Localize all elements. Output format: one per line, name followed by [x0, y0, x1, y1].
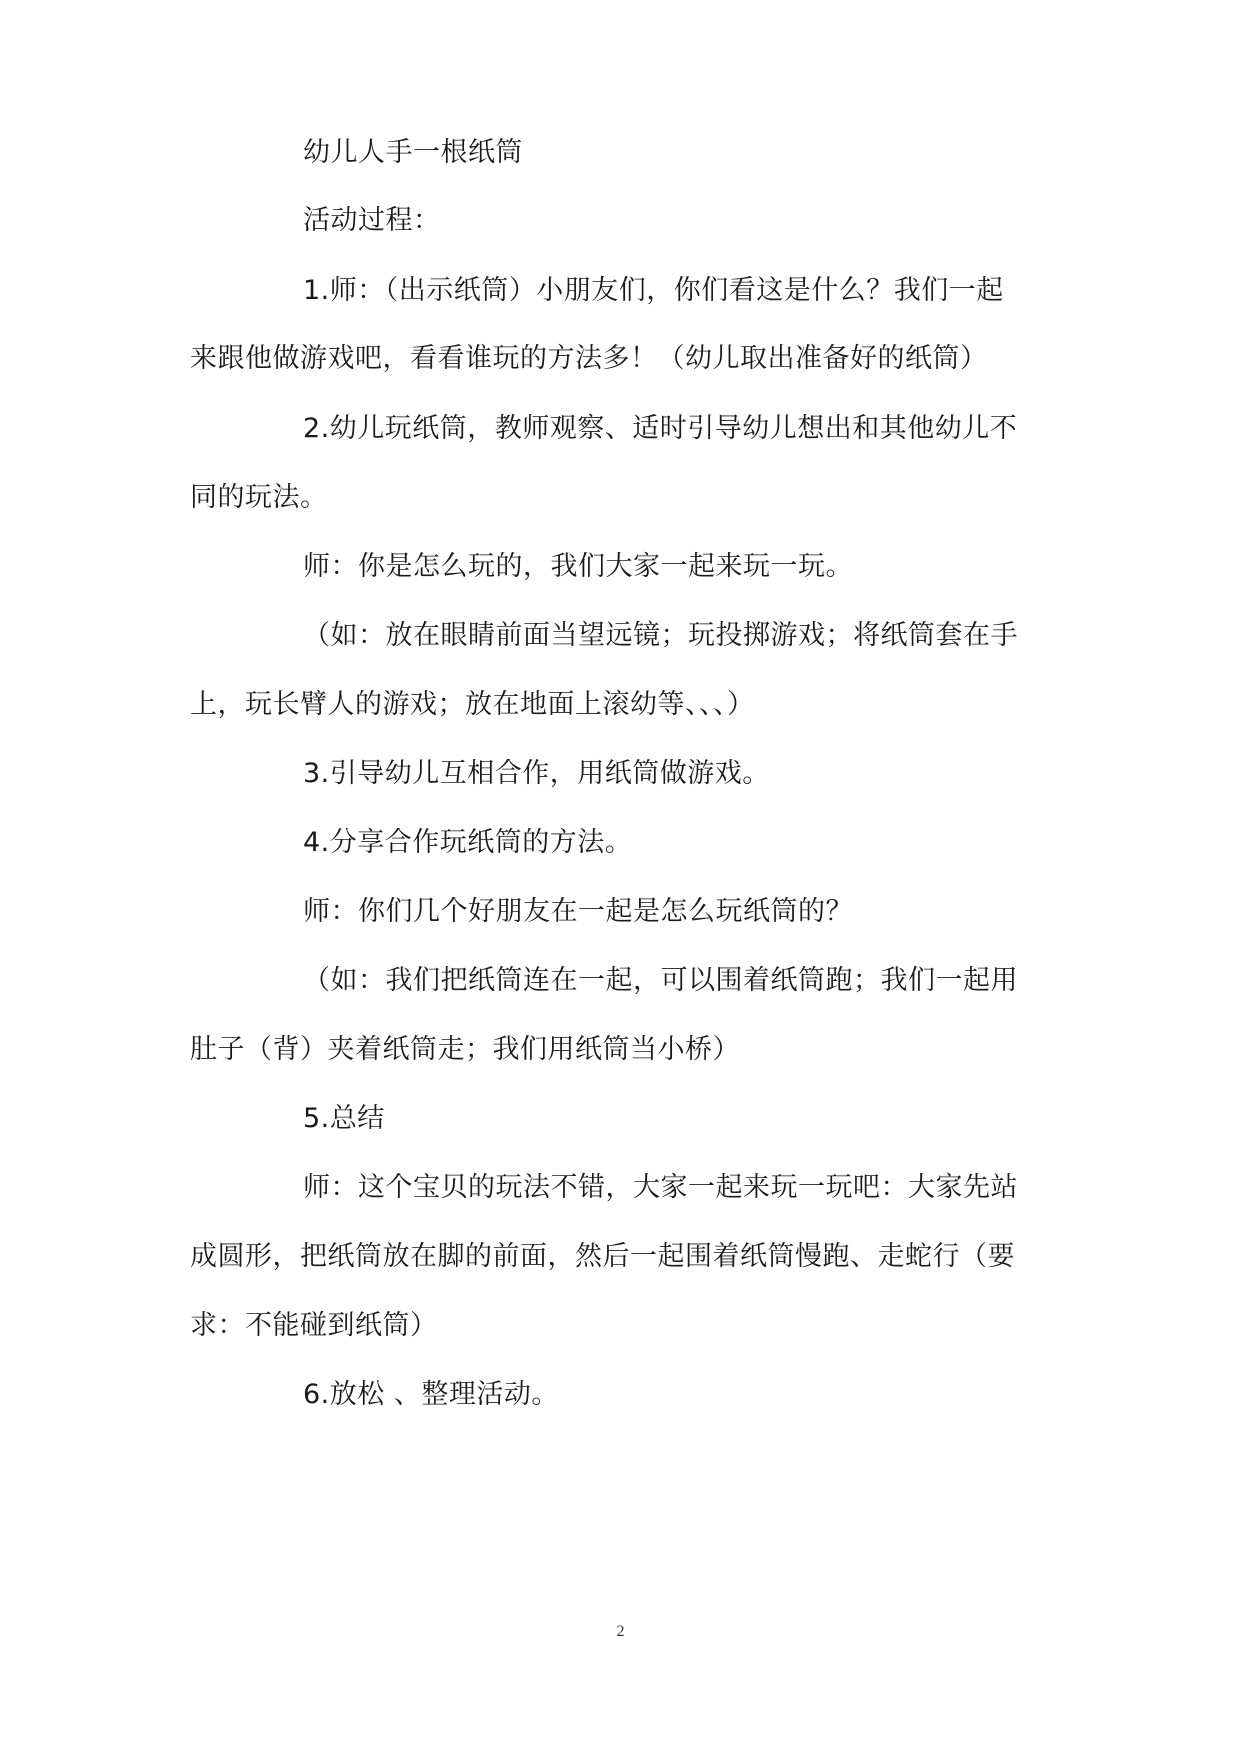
step-2-line-2: 同的玩法。: [190, 482, 328, 513]
summary-line-2: 成圆形，把纸筒放在脚的前面，然后一起围着纸筒慢跑、走蛇行（要: [190, 1241, 1015, 1272]
step-4-line: 4.分享合作玩纸筒的方法。: [303, 827, 633, 858]
step-3-line: 3.引导幼儿互相合作，用纸筒做游戏。: [303, 758, 770, 789]
teacher-question-2: 师：你们几个好朋友在一起是怎么玩纸筒的？: [303, 896, 853, 927]
example-1-line-1: （如：放在眼睛前面当望远镜；玩投掷游戏；将纸筒套在手: [303, 620, 1018, 651]
example-2-line-2: 肚子（背）夹着纸筒走；我们用纸筒当小桥）: [190, 1034, 740, 1065]
step-1-line-2: 来跟他做游戏吧，看看谁玩的方法多！（幼儿取出准备好的纸筒）: [190, 343, 988, 374]
process-heading: 活动过程：: [303, 205, 441, 236]
summary-line-3: 求：不能碰到纸筒）: [190, 1310, 438, 1341]
page-number: 2: [616, 1623, 625, 1640]
summary-line-1: 师：这个宝贝的玩法不错，大家一起来玩一玩吧：大家先站: [303, 1172, 1018, 1203]
step-6-line: 6.放松 、整理活动。: [303, 1379, 559, 1410]
example-2-line-1: （如：我们把纸筒连在一起，可以围着纸筒跑；我们一起用: [303, 965, 1018, 996]
example-1-line-2: 上，玩长臂人的游戏；放在地面上滚幼等、、、）: [190, 689, 755, 720]
step-1-line-1: 1.师：（出示纸筒）小朋友们，你们看这是什么？我们一起: [303, 275, 1004, 306]
teacher-question-1: 师：你是怎么玩的，我们大家一起来玩一玩。: [303, 551, 853, 582]
materials-line: 幼儿人手一根纸筒: [303, 137, 523, 168]
step-2-line-1: 2.幼儿玩纸筒，教师观察、适时引导幼儿想出和其他幼儿不: [303, 413, 1018, 444]
step-5-line: 5.总结: [303, 1103, 385, 1134]
